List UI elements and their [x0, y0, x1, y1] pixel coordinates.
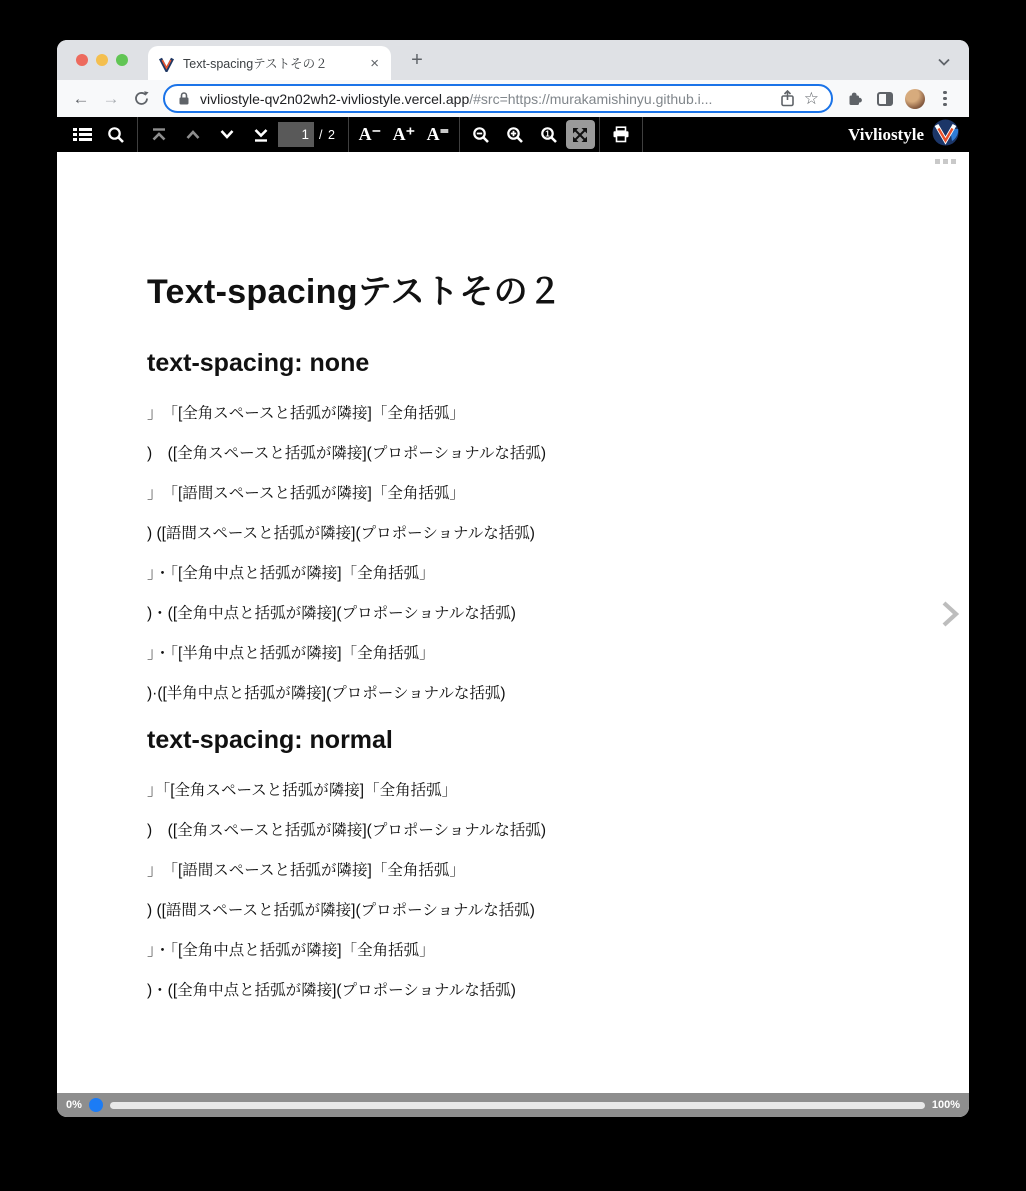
share-icon[interactable] — [780, 90, 795, 107]
test-line: 」・「[半角中点と括弧が隣接]「全角括弧」 — [147, 645, 435, 662]
bookmark-star-icon[interactable]: ☆ — [803, 88, 819, 108]
last-page-icon[interactable] — [244, 117, 278, 152]
test-line: 」 「[語間スペースと括弧が隣接]「全角括弧」 — [147, 485, 465, 502]
brand-wordmark: Vivliostyle — [848, 124, 924, 144]
test-line: 」 「[全角スペースと括弧が隣接]「全角括弧」 — [147, 405, 465, 422]
back-button[interactable]: ← — [72, 88, 90, 108]
test-line: ) ([全角スペースと括弧が隣接](プロポーショナルな括弧) — [147, 822, 547, 839]
progress-slider-thumb[interactable] — [89, 1098, 103, 1112]
rendered-document — [57, 152, 969, 999]
viewer-content-area — [57, 152, 969, 1093]
tab-close-icon[interactable]: × — [370, 54, 379, 72]
tab-title: Text-spacingテストその２ — [183, 57, 328, 71]
url-text[interactable] — [200, 91, 771, 107]
browser-window — [57, 40, 969, 1117]
font-size-reset-button[interactable]: A⁼ — [426, 124, 450, 144]
close-window-button[interactable] — [76, 54, 88, 66]
url-domain: vivliostyle-qv2n02wh2-vivliostyle.vercel.app — [200, 90, 470, 107]
browser-navbar — [57, 80, 969, 117]
fit-to-screen-button[interactable] — [566, 120, 595, 149]
tab-strip — [57, 40, 969, 80]
progress-min-label: 0% — [66, 1099, 82, 1111]
maximize-window-button[interactable] — [116, 54, 128, 66]
font-size-increase-button[interactable]: A⁺ — [392, 124, 416, 144]
test-line: 」・「[全角中点と括弧が隣接]「全角括弧」 — [147, 942, 435, 959]
viewer-settings-menu-icon[interactable] — [935, 159, 956, 164]
minimize-window-button[interactable] — [96, 54, 108, 66]
browser-menu-icon[interactable] — [931, 91, 959, 107]
next-page-icon[interactable] — [210, 117, 244, 152]
tab-search-chevron-icon[interactable] — [937, 54, 951, 72]
page-number-input[interactable] — [278, 122, 314, 147]
new-tab-button[interactable]: + — [411, 49, 423, 71]
progress-max-label: 100% — [931, 1099, 960, 1111]
previous-page-icon[interactable] — [176, 117, 210, 152]
find-icon[interactable] — [99, 117, 133, 152]
first-page-icon[interactable] — [142, 117, 176, 152]
toc-menu-icon[interactable] — [65, 117, 99, 152]
vivliostyle-brand — [848, 119, 961, 151]
traffic-lights — [76, 54, 128, 66]
vivliostyle-favicon-icon — [158, 55, 175, 72]
vivliostyle-logo-icon — [932, 119, 959, 151]
svg-text:1: 1 — [545, 128, 550, 138]
reload-button[interactable] — [127, 85, 155, 113]
document-title: Text-spacingテストその２ — [147, 273, 563, 311]
section-heading-normal: text-spacing: normal — [147, 726, 393, 754]
test-line: 」「[全角スペースと括弧が隣接]「全角括弧」 — [147, 782, 458, 799]
print-icon[interactable] — [604, 117, 638, 152]
profile-avatar[interactable] — [901, 85, 929, 113]
section-heading-none: text-spacing: none — [147, 349, 370, 377]
zoom-reset-icon[interactable] — [532, 117, 566, 152]
address-bar[interactable] — [163, 84, 833, 113]
lock-icon[interactable] — [177, 91, 191, 106]
test-line: )・([全角中点と括弧が隣接](プロポーショナルな括弧) — [147, 982, 516, 999]
test-line: 」・「[全角中点と括弧が隣接]「全角括弧」 — [147, 565, 435, 582]
next-page-chevron-icon[interactable] — [938, 598, 962, 630]
zoom-out-icon[interactable] — [464, 117, 498, 152]
zoom-in-icon[interactable] — [498, 117, 532, 152]
side-panel-icon[interactable] — [871, 85, 899, 113]
progress-slider-track[interactable] — [110, 1102, 925, 1109]
font-size-decrease-button[interactable]: A⁻ — [358, 124, 382, 144]
test-line: ) ([語間スペースと括弧が隣接](プロポーショナルな括弧) — [147, 902, 535, 919]
viewer-toolbar — [57, 117, 969, 152]
page-total-label: / 2 — [319, 127, 336, 142]
test-line: 」 「[語間スペースと括弧が隣接]「全角括弧」 — [147, 862, 465, 879]
test-line: )·([半角中点と括弧が隣接](プロポーショナルな括弧) — [147, 685, 506, 702]
test-line: ) ([全角スペースと括弧が隣接](プロポーショナルな括弧) — [147, 445, 547, 462]
test-line: )・([全角中点と括弧が隣接](プロポーショナルな括弧) — [147, 605, 516, 622]
test-line: ) ([語間スペースと括弧が隣接](プロポーショナルな括弧) — [147, 525, 535, 542]
forward-button[interactable]: → — [102, 88, 120, 108]
page-progress-bar — [57, 1093, 969, 1117]
browser-tab[interactable] — [148, 46, 391, 80]
url-path: /#src=https://murakamishinyu.github.i... — [469, 90, 713, 107]
extensions-puzzle-icon[interactable] — [841, 85, 869, 113]
